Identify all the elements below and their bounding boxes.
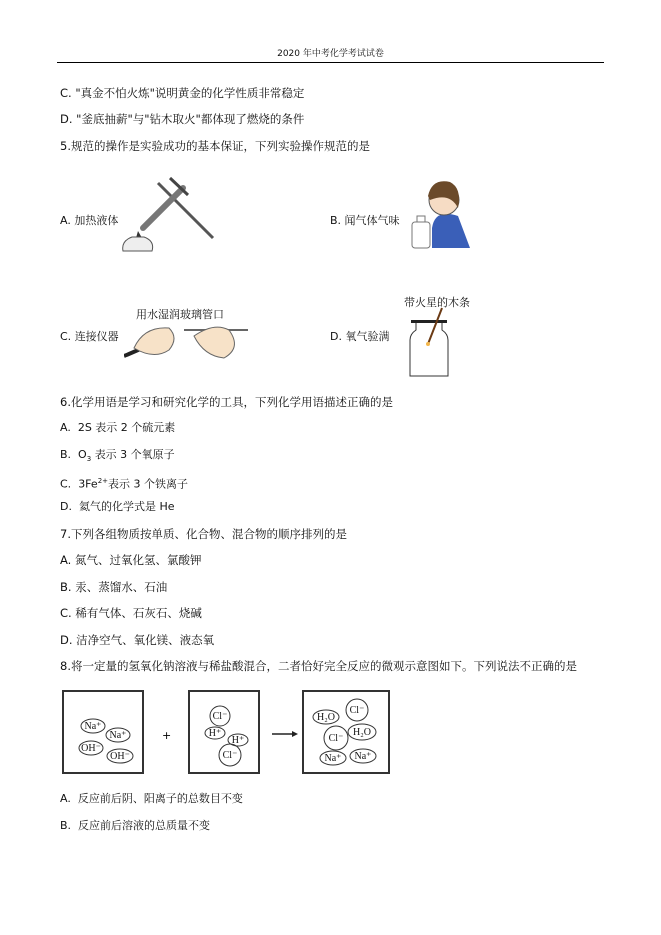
- q8-option-a: [60, 792, 243, 806]
- option-letter: D.: [60, 500, 72, 513]
- ion-label: Cl⁻: [222, 750, 238, 761]
- q5-option-b: [330, 212, 400, 228]
- ion-label: H⁺: [208, 728, 222, 739]
- option-letter: B.: [60, 819, 72, 832]
- formula-subscript: 3: [86, 455, 92, 464]
- smelling-gas-figure: [410, 178, 472, 250]
- option-text: 反应前后溶液的总质量不变: [78, 819, 211, 832]
- q8-option-b: [60, 819, 210, 833]
- q6-stem: 6.化学用语是学习和研究化学的工具，下列化学用语描述正确的是: [60, 395, 393, 409]
- ion-label: Cl⁻: [328, 733, 344, 744]
- q7-option-c: C. 稀有气体、石灰石、烧碱: [60, 606, 202, 620]
- q6-option-d: [60, 500, 175, 514]
- q7-stem: 7.下列各组物质按单质、化合物、混合物的顺序排列的是: [60, 527, 347, 541]
- oxygen-test-figure: [408, 306, 454, 378]
- q8-stem: 8.将一定量的氢氧化钠溶液与稀盐酸混合，二者恰好完全反应的微观示意图如下。下列说法不正确的是: [60, 659, 577, 673]
- option-letter: D.: [330, 330, 342, 343]
- q4-option-c: C. "真金不怕火炼"说明黄金的化学性质非常稳定: [60, 86, 305, 100]
- ion-label: OH⁻: [110, 751, 130, 762]
- reactant-box-naoh: [63, 691, 143, 773]
- option-text: 闻气体气味: [344, 214, 400, 227]
- q4-option-d: D. "釜底抽薪"与"钻木取火"都体现了燃烧的条件: [60, 112, 305, 126]
- ion-label: Na⁺: [324, 753, 342, 764]
- option-letter: C.: [60, 477, 72, 491]
- ion-label: Cl⁻: [349, 705, 365, 716]
- option-letter: A.: [60, 792, 71, 805]
- option-text: 反应前后阴、阳离子的总数目不变: [77, 792, 243, 805]
- option-text: 加热液体: [74, 214, 119, 227]
- option-letter: B.: [60, 448, 72, 461]
- ion-label: Na⁺: [354, 751, 372, 762]
- option-text: 表示 3 个氧原子: [94, 448, 175, 461]
- connecting-apparatus-figure: [124, 318, 248, 360]
- reaction-diagram: [60, 688, 392, 776]
- q7-option-b: B. 汞、蒸馏水、石油: [60, 580, 168, 594]
- option-letter: A.: [60, 421, 71, 434]
- molecule-label: H₂O: [353, 727, 371, 738]
- option-letter: A.: [60, 214, 71, 227]
- option-text: 氧气验满: [345, 330, 390, 343]
- formula: 3Fe: [78, 477, 98, 491]
- q7-option-a: A. 氮气、过氧化氢、氯酸钾: [60, 553, 202, 567]
- plus-sign: +: [162, 729, 172, 742]
- heating-liquid-figure: [118, 173, 218, 253]
- q6-option-b: [60, 448, 175, 466]
- option-text: 2S 表示 2 个硫元素: [77, 421, 176, 434]
- q6-option-c: [60, 474, 188, 492]
- option-text: 连接仪器: [74, 330, 119, 343]
- q6-option-a: [60, 421, 175, 435]
- page-header: 2020 年中考化学考试试卷: [277, 49, 384, 59]
- option-text: 表示 3 个铁离子: [108, 477, 189, 491]
- ion-label: H⁺: [231, 735, 245, 746]
- q5-option-a: [60, 212, 118, 228]
- q7-option-d: D. 洁净空气、氧化镁、液态氧: [60, 633, 215, 647]
- ion-label: Na⁺: [109, 730, 127, 741]
- formula: O: [78, 448, 87, 461]
- option-letter: C.: [60, 330, 72, 343]
- ion-label: Cl⁻: [212, 711, 228, 722]
- ion-label: Na⁺: [84, 721, 102, 732]
- option-letter: B.: [330, 214, 342, 227]
- q5-option-d: [330, 328, 389, 344]
- option-text: 氦气的化学式是 He: [78, 500, 175, 513]
- formula-superscript: 2+: [97, 477, 109, 485]
- header-rule: [57, 62, 604, 63]
- q5-stem: 5.规范的操作是实验成功的基本保证，下列实验操作规范的是: [60, 139, 370, 153]
- q5-option-c: [60, 328, 119, 344]
- molecule-label: H₂O: [317, 712, 335, 723]
- ion-label: OH⁻: [81, 743, 101, 754]
- figure-caption: 带火星的木条: [404, 296, 470, 309]
- figure-caption: 用水湿润玻璃管口: [136, 308, 224, 321]
